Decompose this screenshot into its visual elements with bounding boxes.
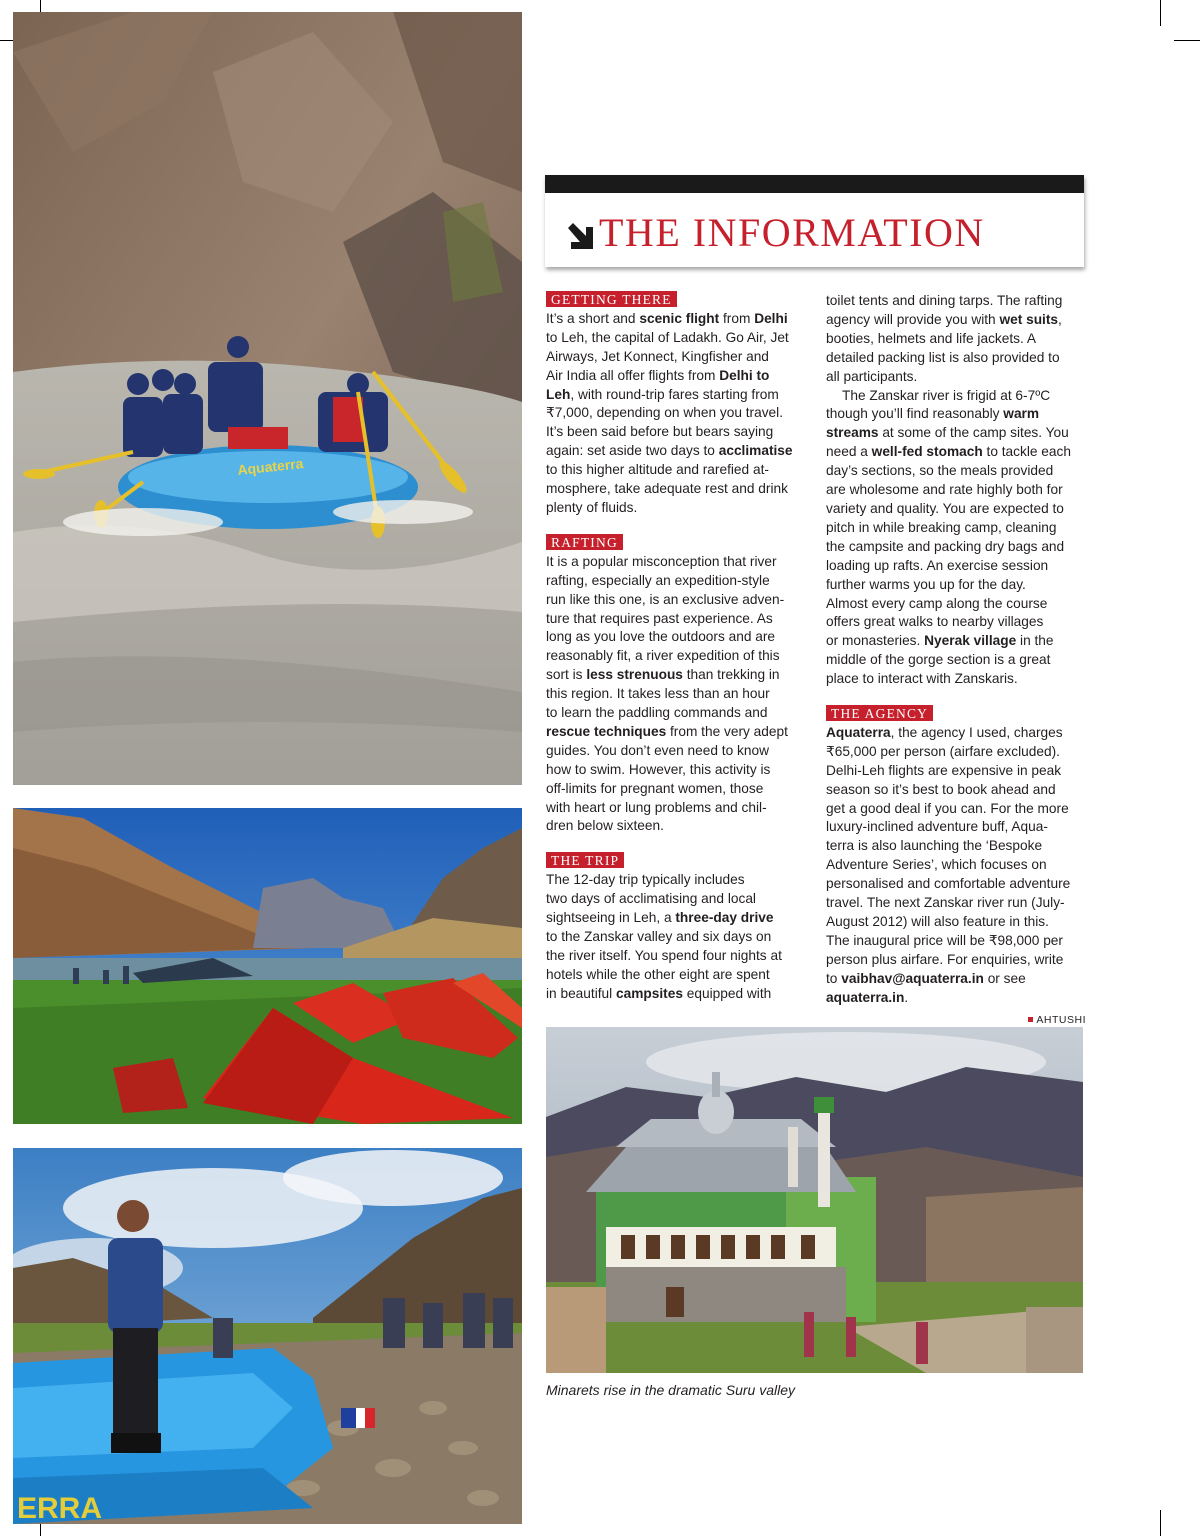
section-heading-the-trip: THE TRIP [546,852,624,868]
suru-valley-mosque-photo [546,1027,1083,1373]
photo-caption: Minarets rise in the dramatic Suru valley [546,1382,795,1398]
crop-mark [1174,40,1200,41]
section-heading-the-agency: THE AGENCY [826,705,933,721]
section-heading-getting-there: GETTING THERE [546,291,677,307]
bold-term: Delhi to [719,367,770,383]
diagonal-arrow-icon [565,221,595,251]
crop-mark [1160,0,1161,26]
bold-term: aquaterra.in [826,989,905,1005]
bold-term: warm [1003,406,1040,422]
crop-mark [1160,1510,1161,1536]
bold-term: streams [826,425,879,441]
credit-square-icon [1028,1017,1033,1022]
author-credit-text: AHTUSHI [1036,1013,1086,1026]
river-rafting-photo [13,12,522,785]
bold-term: acclimatise [718,443,793,459]
bold-term: rescue techniques [546,723,667,739]
paragraph-getting-there: It’s a short and scenic flight from Delhi to Leh, the capital of Ladakh. Go Air, Jet Airways, Jet Konnect, Kingfisher and Air India all offer flights from Delhi to Leh, with round-trip fares starting from ₹7,000, depending on when you travel. It’s been said before but bears saying again: set aside two days to acclimatise to this higher altitude and rarefied at- mosphere, take adequate rest and drink plenty of fluids. [546,310,793,515]
raft-brand-text: ERRA [17,1492,103,1524]
bold-term: Leh [546,386,571,402]
paragraph-rafting: It is a popular misconception that river rafting, especially an expedition-style run like this one, is an exclusive adven- ture that requires past experience. As long as you love the outdoors and are reasonably fit, a river expedition of this sort is less strenuous than trekking in this region. It takes less than an hour to learn the paddling commands and rescue techniques from the very adept guides. You don’t even need to know how to swim. However, this activity is off-limits for pregnant women, those with heart or lung problems and chil- dren below sixteen. [546,553,788,834]
bold-term: three-day drive [675,910,774,926]
paragraph-the-trip: The 12-day trip typically includes two days of acclimatising and local sightseeing in Leh, a three-day drive to the Zanskar valley and six days on the river itself. You spend four nights at hotels while the other eight are spent in beautiful campsites equipped with [546,872,782,1001]
paragraph-zanskar: The Zanskar river is frigid at 6-7ºC though you’ll find reasonably warm streams at some of the camp sites. You need a well-fed stomach to tackle each day’s sections, so the meals provided are wholesome and rate highly both for variety and quality. You are expected to pitch in while breaking camp, cleaning the campsite and packing dry bags and loading up rafts. An exercise session further warms you up for the day. Almost every camp along the course offers great walks to nearby villages or monasteries. Nyerak village in the middle of the gorge section is a great place to interact with Zanskaris. [826,387,1071,687]
text-column-right [826,292,1086,1029]
bold-term: Nyerak village [924,633,1017,649]
bold-term: scenic flight [639,310,720,326]
section-heading-rafting: RAFTING [546,534,623,550]
text-column-left [546,289,802,1004]
bold-term: vaibhav@aquaterra.in [841,970,984,986]
bold-term: less strenuous [586,667,683,683]
svg-text:Aquaterra: Aquaterra [236,455,305,478]
bold-term: Aquaterra [826,724,891,740]
bold-term: wet suits [999,311,1059,327]
bold-term: Delhi [754,310,788,326]
header-black-bar [545,175,1084,193]
campsite-tents-photo [13,808,522,1124]
information-header [545,175,1084,267]
bold-term: campsites [616,985,683,1001]
page-title: THE INFORMATION [599,210,985,255]
paragraph-agency: Aquaterra, the agency I used, charges ₹65,000 per person (airfare excluded). Delhi-Leh flights are expensive in peak season so it’s best to book ahead and get a good deal if you can. For the more luxury-inclined adventure buff, Aqua- terra is also launching the ‘Bespoke Adventure Series’, which focuses on personalised and comfortable adventure travel. The next Zanskar river run (July- August 2012) will also feature in this. The inaugural price will be ₹98,000 per person plus airfare. For enquiries, write to vaibhav@aquaterra.in or see aquaterra.in. [826,724,1071,1005]
rafts-on-shore-photo [13,1148,522,1524]
paragraph-trip-continued: toilet tents and dining tarps. The rafting agency will provide you with wet suits, booties, helmets and life jackets. A detailed packing list is also provided to all participants. [826,293,1063,384]
bold-term: well-fed stomach [871,444,983,460]
